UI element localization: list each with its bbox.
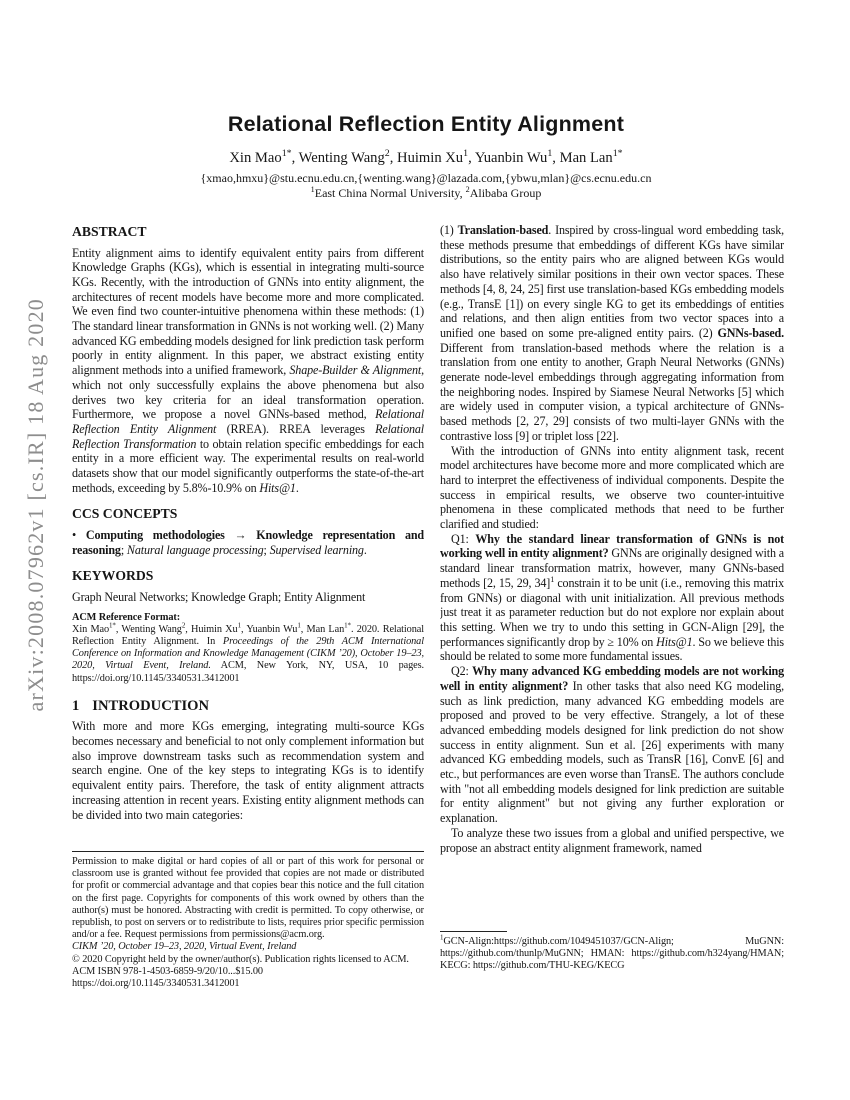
permission-notice: Permission to make digital or hard copies of all or part of this work for personal or classroom use is granted without fee provided that copies are not made or distributed for profit or commercial advantage and that copies bear this notice and the full citation on the first page. Copyrights for components of this work owned by others than the author(s) must be honored. Abstracting with credit is permitted. To copy otherwise, or republish, to post on servers or to redistribute to lists, requires prior specific permission and/or a fee. Request permissions from permissions@acm.org. CIKM ’20, October 19–23, 2020, Virtual Event, Ireland © 2020 Copyright held by the owner/author(s). Publication rights licensed to ACM. ACM ISBN 978-1-4503-6859-9/20/10...$15.00 https://doi.org/10.1145/3340531.3412001 (72, 851, 424, 990)
gnn-complexity-paragraph: With the introduction of GNNs into entity alignment task, recent model architectures have become more and more complicated which are hard to interpret the effectiveness of individual components. Despite the success in empirical results, we observe two counter-intuitive phenomena in these complicated methods that need to be further clarified and studied: (440, 443, 784, 532)
right-column (440, 223, 784, 933)
footnote-rule (440, 931, 507, 932)
left-column (72, 223, 424, 853)
keywords-text: Graph Neural Networks; Knowledge Graph; Entity Alignment (72, 589, 366, 604)
introduction-heading (72, 698, 424, 715)
question1-paragraph: Q1: Why the standard linear transformation of GNNs is not working well in entity alignment? GNNs are originally designed with a standard linear transformation matrix, however, many GNNs-based methods [2, 15, 29, 34]$^1$ constrain it to be unit (i.e., removing this matrix from GNNs) or diagonal with unit initialization. All previous methods just treat it as parameter reduction but do not explore nor explain about this setting. When we try to undo this setting in GCN-Align [29], the performances significantly drop by ≥ 10% on Hits@1. So we believe this should be related to some more fundamental issues. (440, 531, 784, 664)
section-title: INTRODUCTION (92, 697, 210, 714)
ccs-concepts-heading: CCS CONCEPTS (72, 506, 178, 522)
introduction-paragraph: With more and more KGs emerging, integrating multi-source KGs becomes necessary and beneficial to not only complement information but also improve downstream tasks such as recommendation system and search engine. One of the key steps to integrating KGs is to identify equivalent entity pairs. Therefore, the task of entity alignment attracts increasing attention in recent years. Existing entity alignment methods can be divided into two main categories: (72, 719, 424, 822)
keywords-heading: KEYWORDS (72, 568, 154, 584)
abstract-text: Entity alignment aims to identify equivalent entity pairs from different Knowledge Graphs (KGs), which is essential in integrating multi-source KGs. Recently, with the introduction of GNNs into entity alignment, the architectures of recent models have become more and more complicated. We even find two counter-intuitive phenomena within these methods: (1) The standard linear transformation in GNNs is not working well. (2) Many advanced KG embedding models designed for link prediction task perform poorly in entity alignment. In this paper, we abstract existing entity alignment methods into a unified framework, Shape-Builder & Alignment, which not only successfully explains the above phenomena but also derives two key criteria for an ideal transformation operation. Furthermore, we propose a novel GNNs-based method, Relational Reflection Entity Alignment (RREA). RREA leverages Relational Reflection Transformation to obtain relation specific embeddings for each entity in a more efficient way. The experimental results on real-world datasets show that our model significantly outperforms the state-of-the-art methods, exceeding by 5.8%-10.9% on Hits@1. (72, 245, 424, 495)
categories-paragraph: (1) Translation-based. Inspired by cross-lingual word embedding task, these methods presume that embeddings of different KGs have similar distributions, so the entity pairs who are aligned between KGs would also have relatively similar positions in their own vector spaces. These methods [4, 8, 24, 25] first use translation-based KGs embedding models (e.g., TransE [1]) on every single KG to get its embeddings of entities and relations, and then align entities from two vector spaces into a unified one based on some pre-aligned entity pairs. (2) GNNs-based. Different from translation-based methods where the relation is a translation from one entity to another, Graph Neural Networks (GNNs) generate node-level embeddings through aggregating information from the neighboring nodes. Inspired by Siamese Neural Networks [5] which are widely used in computer vision, a typical architecture of GNNs-based methods [2, 27, 29] consists of two multi-layer GNNs with the contrastive loss [9] or triplet loss [22]. (440, 223, 784, 443)
paper-title: Relational Reflection Entity Alignment (227, 112, 625, 136)
question2-paragraph: Q2: Why many advanced KG embedding models are not working well in entity alignment? In other tasks that also need KG modeling, such as link prediction, many advanced KG embedding models are proposed and proved to be very effective. Strangely, a lot of these advanced embedding models designed for link prediction do not show success in entity alignment. Sun et al. [26] experiments with many advanced KG embedding models, such as TransR [16], ConvE [6] and etc., but performances are even worse than TransE. The authors conclude with "not all embedding models designed for link prediction are suitable for entity alignment" but not giving any further exploration or explanation. (440, 664, 784, 826)
ccs-concepts-text: • Computing methodologies → Knowledge representation and reasoning; Natural language processing; Supervised learning. (72, 527, 424, 557)
footnote-1 (440, 931, 784, 973)
authors-line: Xin Mao$^{1*}$, Wenting Wang$^2$, Huimin Xu$^1$, Yuanbin Wu$^1$, Man Lan$^{1*}$ (229, 148, 623, 166)
authors-emails: {xmao,hmxu}@stu.ecnu.edu.cn,{wenting.wang}@lazada.com,{ybwu,mlan}@cs.ecnu.edu.cn (200, 171, 652, 185)
arxiv-watermark: arXiv:2008.07962v1 [cs.IR] 18 Aug 2020 (23, 298, 48, 712)
closing-paragraph: To analyze these two issues from a global and unified perspective, we propose an abstract entity alignment framework, named (440, 825, 784, 855)
section-number: 1 (72, 697, 80, 714)
footnote-text: $^1$GCN-Align:https://github.com/1049451037/GCN-Align; MuGNN: https://github.com/thunlp/MuGNN; HMAN: https://github.com/h324yang/HMAN; KECG: https://github.com/THU-KEG/KECG (440, 933, 784, 972)
abstract-heading: ABSTRACT (72, 224, 147, 239)
authors-affiliations: $^1$East China Normal University, $^2$Alibaba Group (310, 185, 542, 200)
paper-header (69, 112, 783, 201)
acm-reference-format: ACM Reference Format: Xin Mao$^{1*}$, Wenting Wang$^2$, Huimin Xu$^1$, Yuanbin Wu$^1$, Man Lan$^{1*}$. 2020. Relational Reflection Entity Alignment. In Proceedings of the 29th ACM International Conference on Information and Knowledge Management (CIKM ’20), October 19–23, 2020, Virtual Event, Ireland. ACM, New York, NY, USA, 10 pages. https://doi.org/10.1145/3340531.3412001 (72, 611, 424, 684)
